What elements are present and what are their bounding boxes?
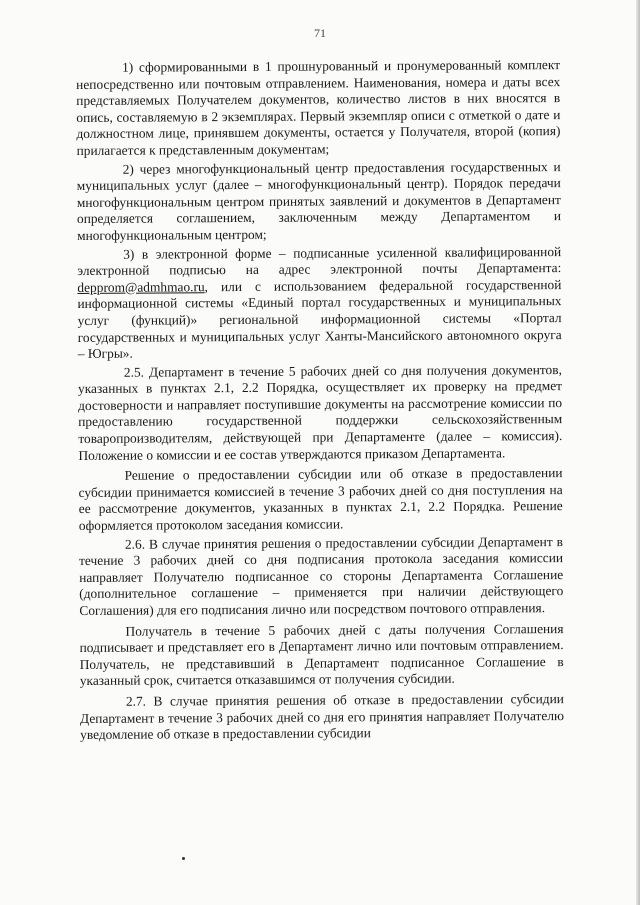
document-body: [76, 57, 564, 746]
paragraph-recipient: Получатель в течение 5 рабочих дней с даты получения Соглашения подписывает и представляет его в Департамент лично или почтовым отправлением. Получатель, не представивший в Департамент подписанное Соглашение в указанный срок, считается отказавшимся от получения субсидии.: [79, 620, 564, 689]
paragraph-text: 3) в электронной форме – подписанные усиленной квалифицированной электронной подписью на адрес электронной почты Департамента:: [77, 243, 562, 279]
page-edge-shadow: [636, 0, 640, 905]
paragraph-item-3: [77, 244, 562, 363]
paragraph-item-2: 2) через многофункциональный центр предоставления государственных и муниципальных услуг (далее – многофункциональный центр). Порядок передачи многофункциональным центром принятых заявлений и документов в Департамент определяется соглашением, заключенным между Департаментом и многофункциональным центром;: [76, 158, 562, 243]
paragraph-text: , или с использованием федеральной государственной информационной системы «Единый портал государственных и муниципальных услуг (функций)» региональной информационной системы «Портал государственных и муниципальных услуг Ханты-Мансийского автономного округа – Югры».: [77, 276, 562, 362]
scan-speck: [182, 857, 185, 860]
paragraph-clause-2-5: 2.5. Департамент в течение 5 рабочих дней со дня получения документов, указанных в пунктах 2.1, 2.2 Порядка, осуществляет их проверку на предмет достоверности и направляет поступившие документы на рассмотрение комиссии по предоставлению государственной поддержки сельскохозяйственным товаропроизводителям, действующей при Департаменте (далее – комиссия). Положение о комиссии и ее состав утверждаются приказом Департамента.: [77, 361, 563, 463]
email-link[interactable]: depprom@admhmao.ru: [77, 278, 205, 295]
paragraph-decision: Решение о предоставлении субсидии или об отказе в предоставлении субсидии принимается комиссией в течение 3 рабочих дней со дня поступления на ее рассмотрение документов, указанных в пунктах 2.1, 2.2 Порядка. Решение оформляется протоколом заседания комиссии.: [78, 465, 563, 534]
paragraph-clause-2-7: 2.7. В случае принятия решения об отказе в предоставлении субсидии Департамент в течение 3 рабочих дней со дня его принятия направляет Получателю уведомление об отказе в предоставлении субсидии: [79, 691, 565, 743]
paragraph-item-1: 1) сформированными в 1 прошнурованный и пронумерованный комплект непосредственно или почтовым отправлением. Наименования, номера и даты всех представляемых Получателем документов, количество листов в них вносятся в опись, составляемую в 2 экземплярах. Первый экземпляр описи с отметкой о дате и должностном лице, принявшем документы, остается у Получателя, второй (копия) прилагается к представленным документам;: [76, 57, 561, 158]
page-number: 71: [314, 26, 326, 40]
paragraph-clause-2-6: 2.6. В случае принятия решения о предоставлении субсидии Департамент в течение 3 рабочих дней со дня подписания протокола заседания комиссии направляет Получателю подписанное со стороны Департамента Соглашение (дополнительное соглашение – применяется при наличии действующего Соглашения) для его подписания лично или посредством почтового отправления.: [79, 533, 564, 618]
